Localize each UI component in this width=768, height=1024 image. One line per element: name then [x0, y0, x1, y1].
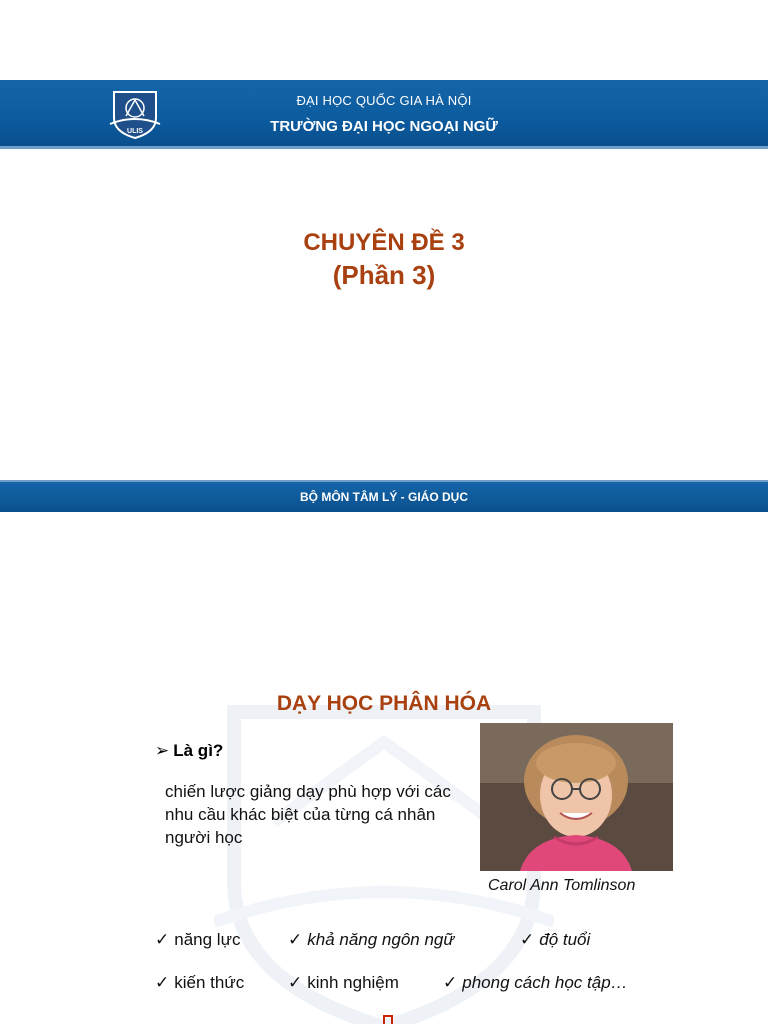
photo-caption: Carol Ann Tomlinson	[488, 877, 636, 894]
slide-subtitle: (Phần 3)	[332, 260, 436, 290]
header-national-university: ĐẠI HỌC QUỐC GIA HÀ NỘI	[296, 93, 472, 108]
header-bar	[0, 80, 768, 149]
red-shape-fragment	[383, 1015, 393, 1024]
tag-item: ✓ kinh nghiệm	[288, 973, 399, 992]
checkmark-icon: ✓	[288, 973, 303, 992]
checkmark-icon: ✓	[155, 930, 170, 949]
tag-item: ✓ phong cách học tập…	[443, 973, 628, 992]
portrait-illustration	[480, 723, 673, 871]
tag-item: ✓ năng lực	[155, 930, 241, 949]
header-university-name: TRƯỜNG ĐẠI HỌC NGOẠI NGỮ	[270, 118, 498, 135]
tag-item: ✓ kiến thức	[155, 973, 245, 992]
footer-bar	[0, 480, 768, 512]
definition-text: chiến lược giảng dạy phù hợp với các nhu cầu khác biệt của từng cá nhân người học	[165, 782, 451, 847]
arrow-bullet-icon: ➢	[155, 741, 170, 760]
slide-title: CHUYÊN ĐỀ 3	[303, 229, 465, 256]
slide-title-differentiated: DẠY HỌC PHÂN HÓA	[276, 692, 492, 715]
slide-2	[0, 512, 768, 1024]
checkmark-icon: ✓	[443, 973, 458, 992]
logo-text: ULIS	[127, 128, 143, 135]
footer-department: BỘ MÔN TÂM LÝ - GIÁO DỤC	[300, 490, 468, 504]
question-bullet	[155, 741, 223, 761]
checkmark-icon: ✓	[155, 973, 170, 992]
checkmark-icon: ✓	[288, 930, 303, 949]
portrait-photo	[480, 723, 673, 871]
tag-item: ✓ độ tuổi	[520, 930, 591, 949]
checkmark-icon: ✓	[520, 930, 535, 949]
question-text: Là gì?	[173, 741, 224, 760]
tag-item: ✓ khả năng ngôn ngữ	[288, 930, 455, 949]
